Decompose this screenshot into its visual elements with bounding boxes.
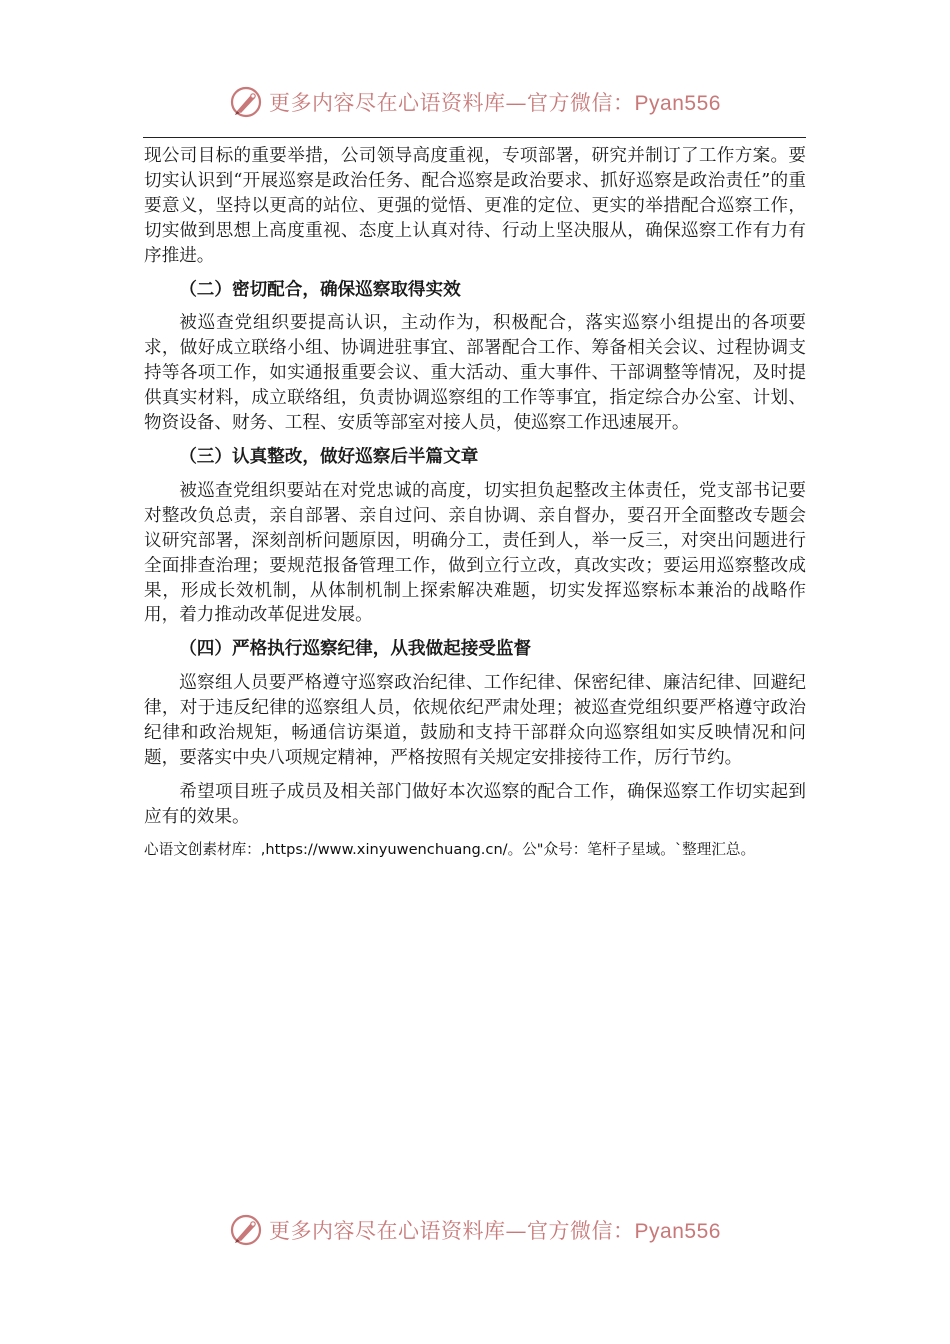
paragraph-closing: 希望项目班子成员及相关部门做好本次巡察的配合工作，确保巡察工作切实起到应有的效果。 xyxy=(144,781,806,827)
pen-logo-icon xyxy=(229,1213,263,1247)
paragraph-intro: 现公司目标的重要举措，公司领导高度重视，专项部署，研究并制订了工作方案。要切实认识到“开展巡察是政治任务、配合巡察是政治要求、抓好巡察是政治责任”的重要意义，坚持以更高的站位、更强的觉悟、更准的定位、更实的举措配合巡察工作，切实做到思想上高度重视、态度上认真对待、行动上坚决服从，确保巡察工作有力有序推进。 xyxy=(144,146,806,266)
footer-banner xyxy=(0,1210,950,1250)
header-rule xyxy=(143,137,806,138)
section-heading-3: （三）认真整改，做好巡察后半篇文章 xyxy=(179,446,479,467)
banner-text: 更多内容尽在心语资料库—官方微信：Pyan556 xyxy=(269,1219,721,1243)
banner-wechat-id: Pyan556 xyxy=(634,92,721,115)
section-heading-4: （四）严格执行巡察纪律，从我做起接受监督 xyxy=(179,639,532,660)
header-banner xyxy=(0,82,950,122)
banner-wechat-id: Pyan556 xyxy=(634,1220,721,1243)
paragraph-2: 被巡查党组织要提高认识，主动作为，积极配合，落实巡察小组提出的各项要求，做好成立联络小组、协调进驻事宜、部署配合工作、筹备相关会议、过程协调支持等各项工作，如实通报重要会议、重大活动、重大事件、干部调整等情况，及时提供真实材料，成立联络组，负责协调巡察组的工作等事宜，指定综合办公室、计划、物资设备、财务、工程、安质等部室对接人员，使巡察工作迅速展开。 xyxy=(144,313,806,434)
document-body xyxy=(144,144,806,861)
source-note: 心语文创素材库：,https://www.xinyuwenchuang.cn/。公"众号：笔杆子星域。`整理汇总。 xyxy=(144,840,756,858)
paragraph-4: 巡察组人员要严格遵守巡察政治纪律、工作纪律、保密纪律、廉洁纪律、回避纪律，对于违反纪律的巡察组人员，依规依纪严肃处理；被巡查党组织要严格遵守政治纪律和政治规矩，畅通信访渠道，鼓励和支持干部群众向巡察组如实反映情况和问题，要落实中央八项规定精神，严格按照有关规定安排接待工作，厉行节约。 xyxy=(144,673,806,768)
banner-text: 更多内容尽在心语资料库—官方微信：Pyan556 xyxy=(269,91,721,115)
section-heading-2: （二）密切配合，确保巡察取得实效 xyxy=(179,279,461,300)
paragraph-3: 被巡查党组织要站在对党忠诚的高度，切实担负起整改主体责任，党支部书记要对整改负总责，亲自部署、亲自过问、亲自协调、亲自督办，要召开全面整改专题会议研究部署，深刻剖析问题原因，明确分工，责任到人，举一反三，对突出问题进行全面排查治理；要规范报备管理工作，做到立行立改，真改实改；要运用巡察整改成果，形成长效机制，从体制机制上探索解决难题，切实发挥巡察标本兼治的战略作用，着力推动改革促进发展。 xyxy=(144,480,806,626)
pen-logo-icon xyxy=(229,85,263,119)
